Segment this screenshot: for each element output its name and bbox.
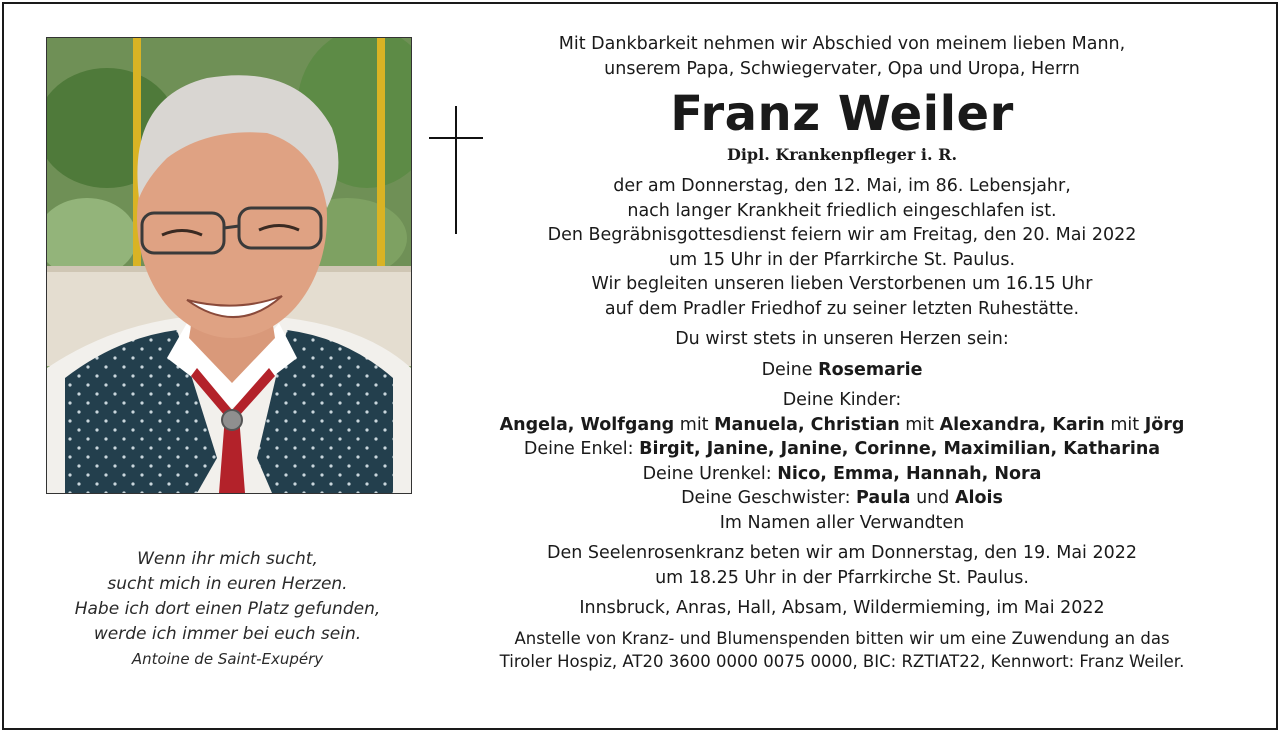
intro-line: unserem Papa, Schwiegervater, Opa und Uropa, Herrn: [604, 58, 1080, 79]
quote-line: sucht mich in euren Herzen.: [107, 574, 348, 594]
announcement-line: der am Donnerstag, den 12. Mai, im 86. Lebensjahr,: [613, 176, 1071, 196]
quote-block: [40, 547, 415, 671]
great-grandchildren-line: [452, 462, 1232, 487]
conjunction: und: [916, 488, 950, 508]
wife-prefix: Deine: [761, 359, 813, 380]
sibling-name: Paula: [856, 488, 911, 508]
children-label: Deine Kinder:: [782, 390, 902, 410]
in-hearts-line: Du wirst stets in unseren Herzen sein:: [675, 329, 1009, 349]
siblings-label: Deine Geschwister:: [681, 488, 851, 508]
grandchildren-line: [452, 437, 1232, 462]
donation-line: Anstelle von Kranz- und Blumenspenden bitten wir um eine Zuwendung an das: [514, 628, 1170, 648]
children-group: Angela, Wolfgang: [499, 414, 675, 435]
quote-line: Wenn ihr mich sucht,: [137, 549, 318, 569]
grandchildren-label: Deine Enkel:: [523, 439, 634, 459]
children-group: Manuela, Christian: [714, 414, 900, 435]
obituary-text: [452, 32, 1232, 673]
children-group: Alexandra, Karin: [939, 414, 1105, 435]
grandchildren-names: Birgit, Janine, Janine, Corinne, Maximilian, Katharina: [639, 439, 1161, 459]
rosary-line: um 18.25 Uhr in der Pfarrkirche St. Paulus.: [655, 567, 1029, 588]
portrait-photo: [46, 37, 412, 494]
announcement-line: Wir begleiten unseren lieben Verstorbenen um 16.15 Uhr: [591, 274, 1093, 294]
great-grandchildren-label: Deine Urenkel:: [642, 463, 772, 484]
deceased-profession: Dipl. Krankenpfleger i. R.: [726, 145, 958, 164]
announcement-line: Den Begräbnisgottesdienst feiern wir am Freitag, den 20. Mai 2022: [547, 225, 1137, 245]
intro-line: Mit Dankbarkeit nehmen wir Abschied von meinem lieben Mann,: [558, 34, 1126, 54]
wife-line: [452, 358, 1232, 383]
quote-line: werde ich immer bei euch sein.: [93, 624, 362, 644]
great-grandchildren-names: Nico, Emma, Hannah, Nora: [777, 463, 1042, 484]
wife-name: Rosemarie: [818, 359, 923, 380]
sibling-name: Alois: [954, 488, 1003, 508]
rosary-line: Den Seelenrosenkranz beten wir am Donnerstag, den 19. Mai 2022: [546, 543, 1138, 563]
announcement-line: um 15 Uhr in der Pfarrkirche St. Paulus.: [668, 249, 1016, 270]
conjunction: mit: [679, 414, 709, 435]
deceased-name: Franz Weiler: [670, 86, 1014, 142]
announcement-line: nach langer Krankheit friedlich eingeschlafen ist.: [627, 200, 1057, 221]
announcement-line: auf dem Pradler Friedhof zu seiner letzten Ruhestätte.: [604, 298, 1080, 319]
donation-line: Tiroler Hospiz, AT20 3600 0000 0075 0000, BIC: RZTIAT22, Kennwort: Franz Weiler.: [499, 651, 1185, 671]
children-line: [452, 413, 1232, 438]
places-line: Innsbruck, Anras, Hall, Absam, Wildermieming, im Mai 2022: [579, 598, 1105, 618]
children-group: Jörg: [1144, 414, 1185, 435]
quote-line: Habe ich dort einen Platz gefunden,: [74, 599, 381, 619]
conjunction: mit: [1110, 414, 1140, 435]
conjunction: mit: [905, 414, 935, 435]
quote-author: Antoine de Saint-Exupéry: [131, 650, 324, 668]
siblings-line: [452, 486, 1232, 511]
relatives-line: Im Namen aller Verwandten: [719, 512, 965, 533]
